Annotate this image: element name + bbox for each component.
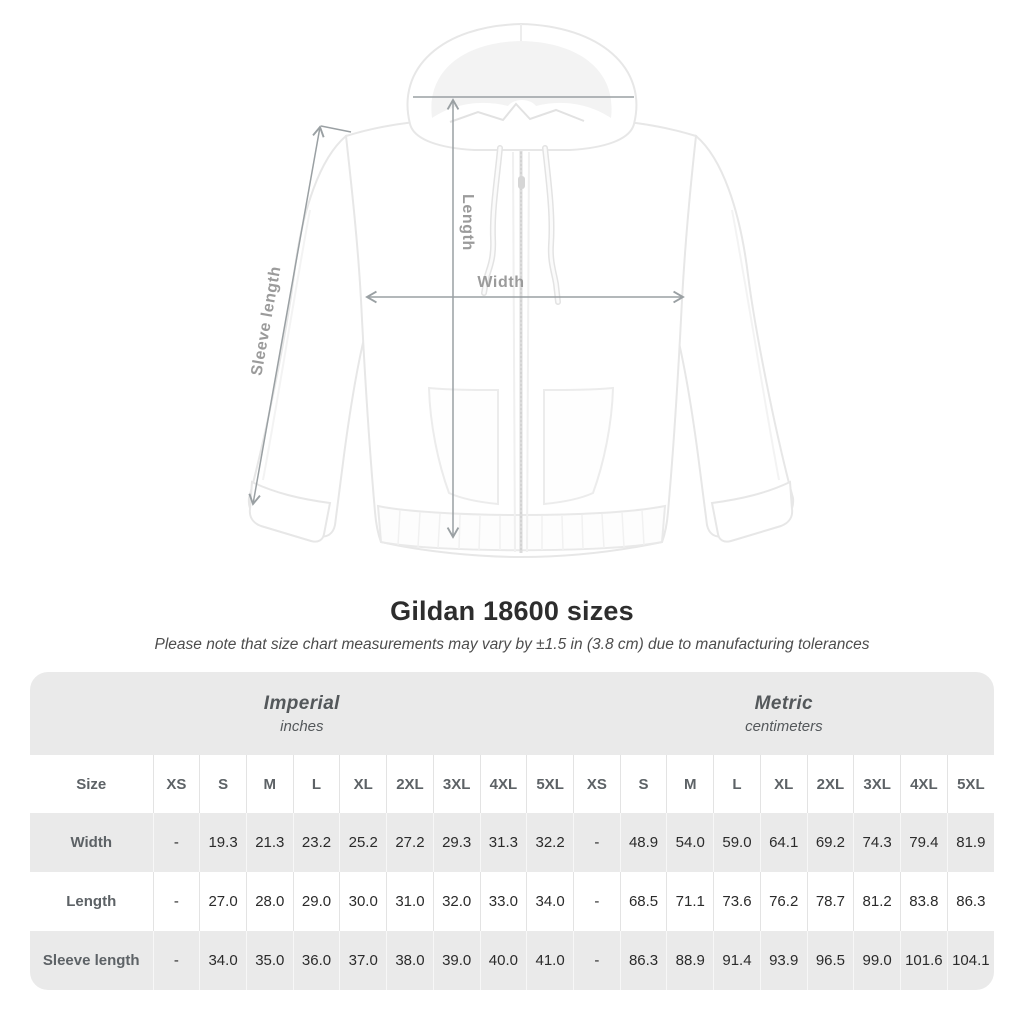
size-table [30,755,994,990]
measurement-value: 40.0 [480,931,527,990]
sleeve-reference-line [321,126,351,132]
size-col-header: XL [340,755,387,813]
measurement-value: 91.4 [714,931,761,990]
measurement-value: - [573,931,620,990]
measurement-value: 27.2 [387,813,434,872]
size-col-header: XL [760,755,807,813]
size-header-row [30,755,994,813]
measurement-value: 96.5 [807,931,854,990]
measurement-value: 39.0 [433,931,480,990]
measurement-value: 21.3 [246,813,293,872]
measurement-value: 31.3 [480,813,527,872]
size-col-header: 2XL [807,755,854,813]
measurement-value: - [153,813,200,872]
measurement-value: 104.1 [947,931,994,990]
page-title: Gildan 18600 sizes [390,596,634,626]
measurement-value: - [153,931,200,990]
size-col-header: 2XL [387,755,434,813]
measurement-label: Length [66,893,117,910]
measurement-value: 34.0 [200,931,247,990]
metric-unit-label: centimeters [745,717,823,735]
measurement-value: 27.0 [200,872,247,931]
measurement-value: 28.0 [246,872,293,931]
size-col-header: XS [573,755,620,813]
size-col-header: 3XL [433,755,480,813]
measurement-value: 78.7 [807,872,854,931]
measurement-value: 36.0 [293,931,340,990]
units-band [30,672,994,755]
size-col-header: L [293,755,340,813]
measurement-value: 88.9 [667,931,714,990]
sleeve-length-dimension-label: Sleeve length [248,264,285,378]
measurement-value: 76.2 [760,872,807,931]
measurement-label: Width [70,834,112,851]
size-corner-header: Size [76,775,107,793]
size-chart [30,672,994,990]
size-col-header: L [714,755,761,813]
measurement-value: 73.6 [714,872,761,931]
tolerance-note: Please note that size chart measurements may vary by ±1.5 in (3.8 cm) due to manufacturing tolerances [154,636,870,653]
measurement-value: 29.3 [433,813,480,872]
measurement-row [30,872,994,931]
measurement-value: 32.2 [527,813,574,872]
measurement-value: 81.2 [854,872,901,931]
measurement-value: 25.2 [340,813,387,872]
measurement-value: - [573,872,620,931]
measurement-value: 74.3 [854,813,901,872]
measurement-value: 83.8 [901,872,948,931]
measurement-value: 19.3 [200,813,247,872]
length-dimension-label: Length [459,194,476,251]
measurement-value: 99.0 [854,931,901,990]
measurement-value: - [153,872,200,931]
measurement-value: 29.0 [293,872,340,931]
measurement-value: 79.4 [901,813,948,872]
measurement-value: 54.0 [667,813,714,872]
size-col-header: M [667,755,714,813]
imperial-unit-label: inches [280,717,324,735]
measurement-value: - [573,813,620,872]
measurement-value: 81.9 [947,813,994,872]
measurement-row [30,931,994,990]
measurement-value: 38.0 [387,931,434,990]
size-col-header: 5XL [947,755,994,813]
hoodie-hood [408,24,637,150]
measurement-value: 33.0 [480,872,527,931]
size-col-header: M [246,755,293,813]
size-col-header: 4XL [901,755,948,813]
size-col-header: S [620,755,667,813]
measurement-value: 69.2 [807,813,854,872]
size-col-header: S [200,755,247,813]
measurement-value: 64.1 [760,813,807,872]
size-col-header: 3XL [854,755,901,813]
size-col-header: 5XL [527,755,574,813]
measurement-value: 35.0 [246,931,293,990]
measurement-label: Sleeve length [42,952,140,969]
measurement-value: 48.9 [620,813,667,872]
metric-units-header [574,672,994,755]
measurement-value: 34.0 [527,872,574,931]
measurement-row [30,813,994,872]
measurement-value: 32.0 [433,872,480,931]
measurement-value: 31.0 [387,872,434,931]
measurement-value: 59.0 [714,813,761,872]
size-col-header: XS [153,755,200,813]
measurement-value: 68.5 [620,872,667,931]
measurement-value: 93.9 [760,931,807,990]
width-dimension-label: Width [477,274,525,291]
metric-label: Metric [754,692,814,714]
zipper-pull [518,176,525,189]
imperial-label: Imperial [263,692,340,714]
size-col-header: 4XL [480,755,527,813]
measurement-value: 30.0 [340,872,387,931]
measurement-value: 41.0 [527,931,574,990]
measurement-value: 37.0 [340,931,387,990]
measurement-value: 86.3 [620,931,667,990]
measurement-value: 71.1 [667,872,714,931]
measurement-value: 101.6 [901,931,948,990]
measurement-value: 86.3 [947,872,994,931]
imperial-units-header [30,672,574,755]
measurement-value: 23.2 [293,813,340,872]
